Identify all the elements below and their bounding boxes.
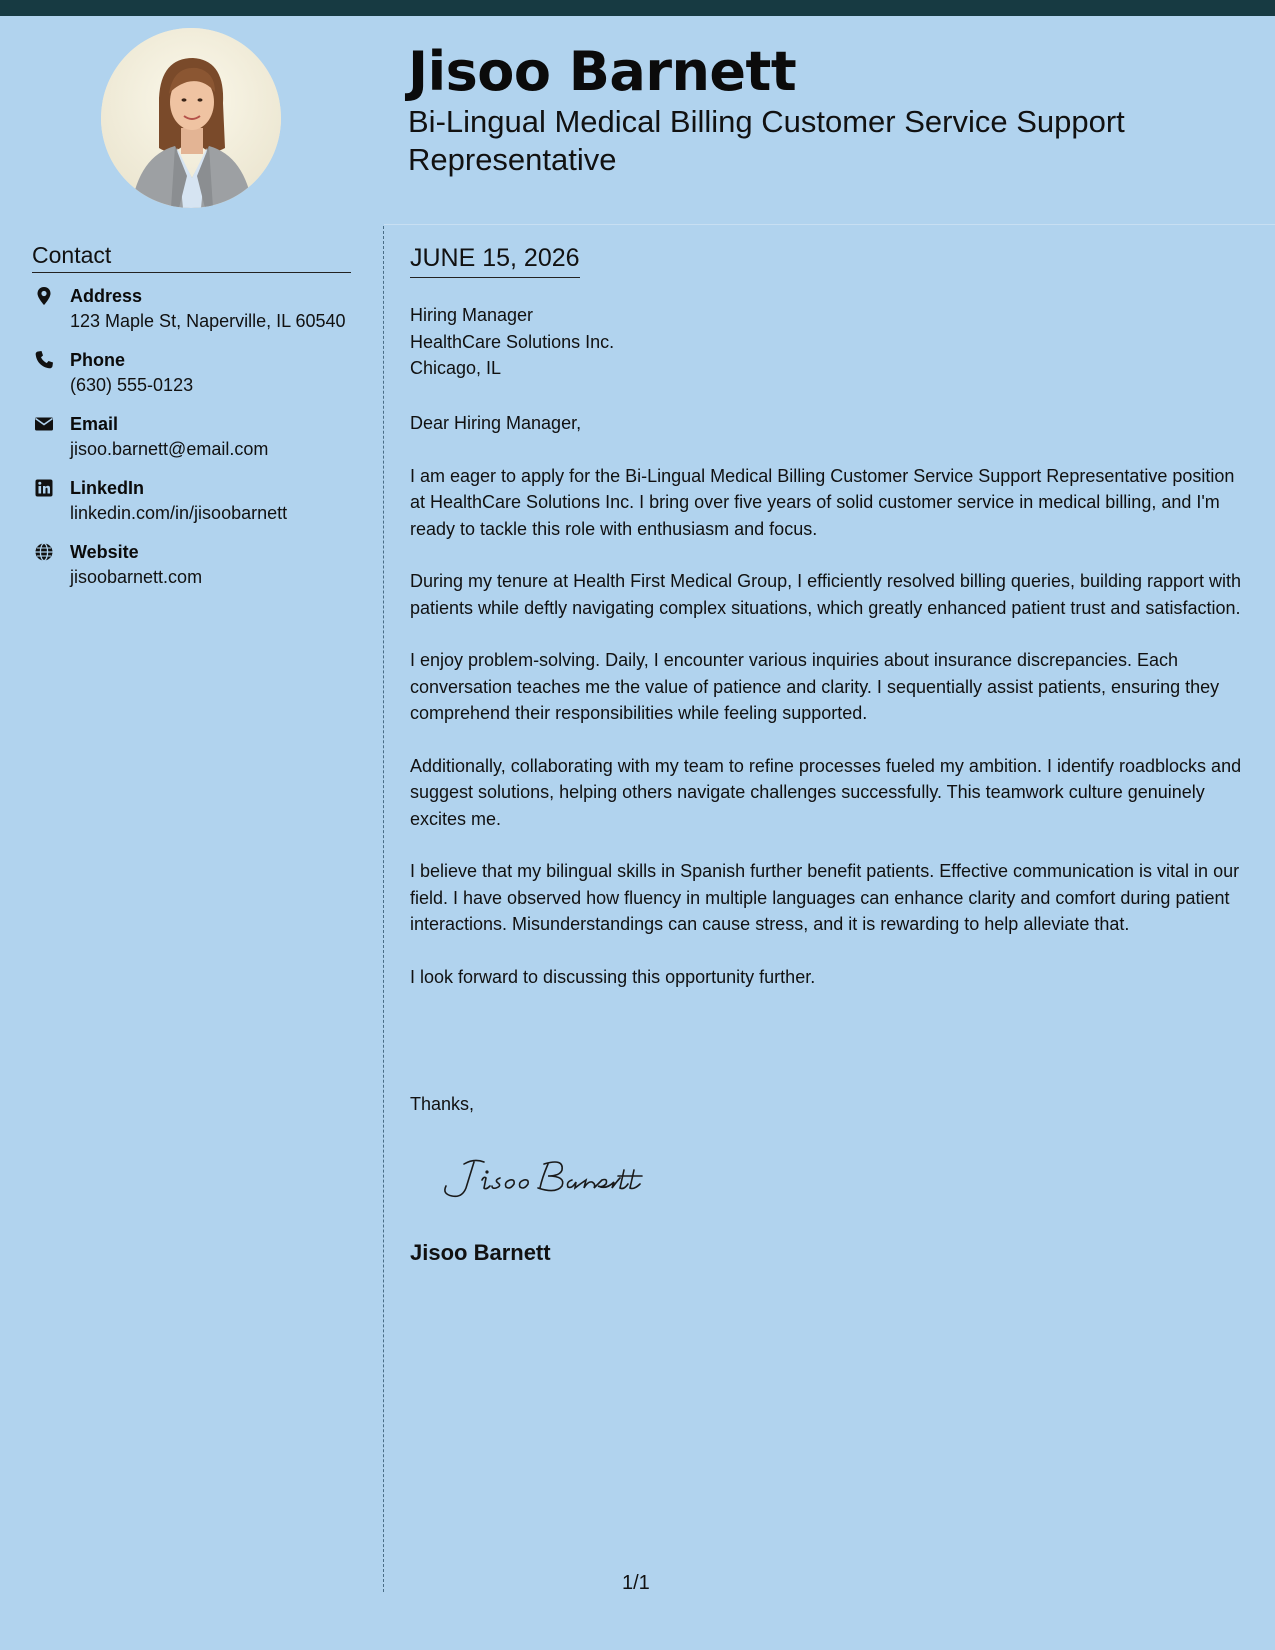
contact-address	[32, 284, 352, 334]
closing: Thanks,	[410, 1094, 475, 1114]
contact-value: jisoobarnett.com	[70, 567, 203, 587]
letter-paragraph: I am eager to apply for the Bi-Lingual Medical Billing Customer Service Support Representative position at HealthCare Solutions Inc. I bring over five years of solid customer service in medical billing, and I'm ready to tackle this role with enthusiasm and focus.	[410, 465, 1235, 539]
contact-linkedin	[32, 476, 352, 526]
letter-paragraph: During my tenure at Health First Medical Group, I efficiently resolved billing queries, building rapport with patients while deftly navigating complex situations, which greatly enhanced patient trust and satisfaction.	[410, 571, 1242, 618]
contact-website	[32, 540, 352, 590]
contact-label: Address	[70, 286, 143, 306]
contact-email	[32, 412, 352, 462]
letter-body	[410, 410, 1250, 1016]
letter-paragraph: Additionally, collaborating with my team to refine processes fueled my ambition. I identify roadblocks and suggest solutions, helping others navigate challenges successfully. This teamwork culture genuinely excites me.	[410, 755, 1242, 829]
letter-paragraph: I look forward to discussing this opportunity further.	[410, 966, 816, 987]
candidate-name: Jisoo Barnett	[408, 40, 797, 103]
envelope-icon	[34, 414, 54, 434]
location-pin-icon	[34, 286, 54, 306]
globe-icon	[34, 542, 54, 562]
page-number: 1/1	[622, 1572, 650, 1594]
linkedin-icon	[34, 478, 54, 498]
contact-value: 123 Maple St, Naperville, IL 60540	[70, 311, 346, 331]
contact-value: jisoo.barnett@email.com	[70, 439, 269, 459]
letter-paragraph: I believe that my bilingual skills in Spanish further benefit patients. Effective communication is vital in our field. I have observed how fluency in multiple languages can enhance clarity and comfort during patient interactions. Misunderstandings can cause stress, and it is rewarding to help alleviate that.	[410, 861, 1240, 934]
signer-name: Jisoo Barnett	[410, 1240, 551, 1265]
header-divider	[384, 224, 1275, 225]
contact-label: Website	[70, 542, 139, 562]
column-divider	[383, 226, 384, 1592]
contact-value: linkedin.com/in/jisoobarnett	[70, 503, 288, 523]
phone-icon	[34, 350, 54, 370]
letter-paragraph: I enjoy problem-solving. Daily, I encounter various inquiries about insurance discrepancies. Each conversation teaches me the value of patience and clarity. I sequentially assist patients, ensuring they comprehend their responsibilities while feeling supported.	[410, 650, 1220, 723]
salutation: Dear Hiring Manager,	[410, 413, 582, 433]
contact-list	[32, 284, 352, 604]
recipient-block	[410, 302, 614, 382]
recipient-line: Chicago, IL	[410, 358, 502, 378]
recipient-line: HealthCare Solutions Inc.	[410, 331, 615, 352]
contact-label: Phone	[70, 350, 126, 370]
handwritten-signature	[430, 1150, 660, 1215]
job-title: Bi-Lingual Medical Billing Customer Service Support Representative	[408, 104, 1125, 177]
contact-phone	[32, 348, 352, 398]
contact-label: LinkedIn	[70, 478, 145, 498]
contact-label: Email	[70, 414, 119, 434]
top-bar	[0, 0, 1275, 16]
contact-value: (630) 555-0123	[70, 375, 194, 395]
recipient-line: Hiring Manager	[410, 305, 534, 325]
contact-heading: Contact	[32, 242, 351, 273]
profile-photo	[101, 28, 281, 208]
letter-date: JUNE 15, 2026	[410, 244, 580, 278]
